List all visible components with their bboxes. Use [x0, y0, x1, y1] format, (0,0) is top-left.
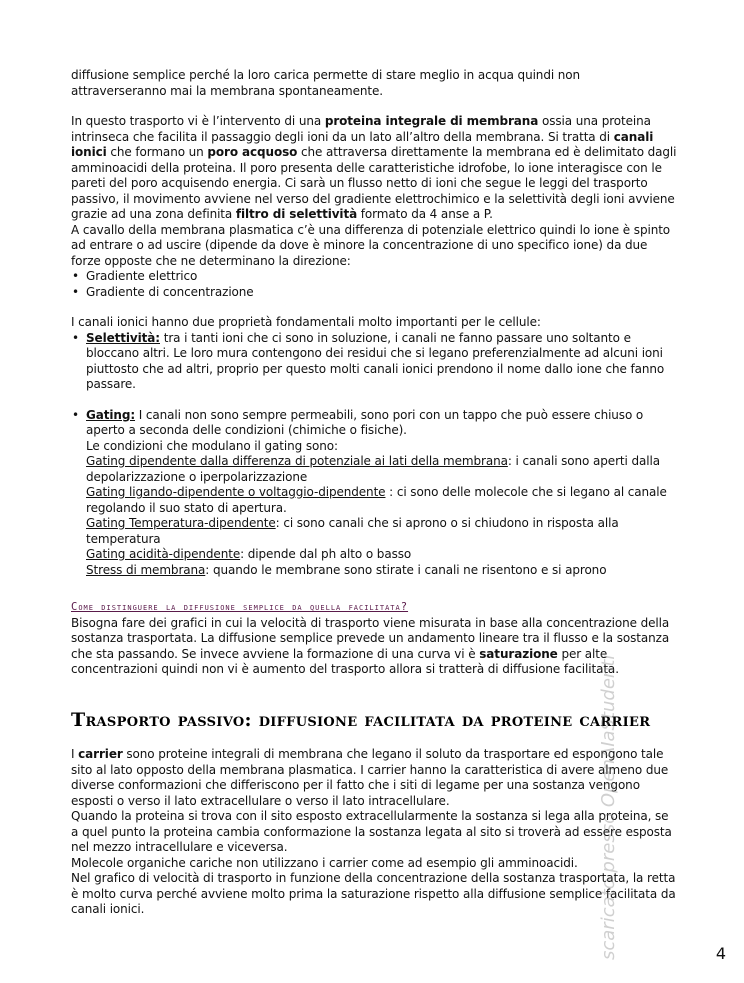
condition-text: : ci sono delle molecole che si legano al canale regolando il suo stato di apertura.	[86, 485, 667, 515]
amino-acids-paragraph: Molecole organiche cariche non utilizzano i carrier come ad esempio gli amminoacidi.	[71, 855, 578, 870]
bold-term: filtro di selettività	[235, 207, 358, 221]
text-run: che formano un	[106, 145, 208, 159]
bold-term: canali ionici	[71, 129, 654, 159]
bold-term: proteina integrale di membrana	[324, 114, 539, 128]
watermark	[594, 540, 618, 960]
condition-text: : quando le membrane sono stirate i canali ne risentono e si aprono	[205, 562, 607, 577]
page-number: 4	[715, 944, 726, 963]
text-run: per alte concentrazioni quindi non vi è aumento del trasporto allora si tratterà di diffusione facilitata.	[71, 646, 619, 676]
gating-text: I canali non sono sempre permeabili, sono pori con un tappo che può essere chiuso o aperto a seconda delle condizioni (chimiche o fisiche).	[86, 407, 644, 437]
document-body	[71, 68, 677, 918]
section-title: Trasporto passivo: diffusione facilitata da proteine carrier	[71, 708, 651, 731]
gating-condition	[86, 485, 677, 516]
gating-conditions-intro: Le condizioni che modulano il gating sono:	[86, 438, 338, 453]
bold-term: saturazione	[479, 646, 558, 661]
forces-list	[71, 269, 677, 300]
carrier-paragraph	[71, 747, 677, 809]
text-run: che attraversa direttamente la membrana ed è delimitato dagli amminoacidi della proteina. Il poro presenta delle caratteristiche idrofobe, lo ione interagisce con le pareti del poro acquisendo energia. Ci sarà un flusso netto di ioni che segue le leggi del trasporto passivo, il movimento avviene nel verso del gradiente elettrochimico e la selettività degli ioni avviene grazie ad una zona definita	[71, 145, 677, 221]
saturation-paragraph: Nel grafico di velocità di trasporto in funzione della concentrazione della sostanza trasportata, la retta è molto curva perché avviene molto prima la saturazione rispetto alla diffusione semplice facilitata da canali ionici.	[71, 871, 676, 917]
subheading-question: Come distinguere la diffusione semplice da quella facilitata?	[71, 601, 409, 613]
potential-paragraph: A cavallo della membrana plasmatica c’è una differenza di potenziale elettrico quindi lo ione è spinto ad entrare o ad uscire (dipende da dove è minore la concentrazione di uno specifico ione) da due forze opposte che ne determinano la direzione:	[71, 222, 671, 268]
watermark-text: scaricato presso OpenAIaStudenti	[598, 654, 619, 960]
bold-term: carrier	[78, 747, 123, 762]
text-run: Bisogna fare dei grafici in cui la velocità di trasporto viene misurata in base alla concentrazione della sostanza trasportata. La diffusione semplice prevede un andamento lineare tra il flusso e la sostanza che sta passando. Se invece avviene la formazione di una curva vi è	[71, 615, 670, 661]
condition-term: Gating ligando-dipendente o voltaggio-dipendente	[86, 485, 386, 499]
selectivity-item	[71, 331, 677, 393]
properties-list	[71, 331, 677, 393]
diffusion-comparison-paragraph	[71, 616, 677, 678]
gating-condition	[86, 547, 677, 563]
text-run: formato da 4 anse a P.	[357, 207, 493, 221]
selectivity-term: Selettività:	[86, 330, 160, 345]
gating-condition	[86, 563, 677, 579]
gating-item	[71, 408, 677, 579]
text-run: sono proteine integrali di membrana che legano il soluto da trasportare ed espongono tale sito al lato opposto della membrana plasmatica. I carrier hanno la caratteristica di avere almeno due diverse conformazioni che differiscono per il fatto che i siti di legame per una sostanza vengono esposti o verso il lato extracellulare o verso il lato intracellulare.	[71, 747, 669, 808]
properties-intro: I canali ionici hanno due proprietà fondamentali molto importanti per le cellule:	[71, 315, 541, 329]
text-run: In questo trasporto vi è l’intervento di una	[71, 114, 325, 128]
selectivity-text: tra i tanti ioni che ci sono in soluzione, i canali ne fanno passare uno soltanto e bloccano altri. Le loro mura contengono dei residui che si legano preferenzialmente ad alcuni ioni piuttosto che ad altri, proprio per questo molti canali ionici prendono il nome dallo ione che fanno passare.	[86, 330, 665, 391]
bold-term: poro acquoso	[207, 145, 298, 159]
text-run: ossia una proteina intrinseca che facilita il passaggio degli ioni da un lato all’altro della membrana. Si tratta di	[71, 114, 651, 144]
list-item: • Gradiente elettrico	[71, 269, 677, 285]
condition-term: Gating Temperatura-dipendente	[86, 516, 276, 530]
condition-text: : i canali sono aperti dalla depolarizzazione o iperpolarizzazione	[86, 454, 660, 484]
conformation-paragraph: Quando la proteina si trova con il sito esposto extracellularmente la sostanza si lega alla proteina, se a quel punto la proteina cambia conformazione la sostanza legata al sito si troverà ad essere esposta nel mezzo intracellulare e viceversa.	[71, 809, 672, 855]
gating-condition	[86, 516, 677, 547]
gating-list	[71, 408, 677, 579]
condition-text: : dipende dal ph alto o basso	[240, 547, 412, 561]
text-run: I	[71, 747, 79, 762]
intro-paragraph: diffusione semplice perché la loro carica permette di stare meglio in acqua quindi non attraverseranno mai la membrana spontaneamente.	[71, 68, 581, 98]
condition-text: : ci sono canali che si aprono o si chiudono in risposta alla temperatura	[86, 516, 619, 546]
gating-condition	[86, 454, 677, 485]
condition-term: Stress di membrana	[86, 562, 206, 577]
ion-channels-paragraph	[71, 114, 677, 223]
condition-term: Gating dipendente dalla differenza di potenziale ai lati della membrana	[86, 454, 508, 468]
gating-term: Gating:	[86, 407, 136, 422]
condition-term: Gating acidità-dipendente	[86, 547, 241, 561]
list-item: • Gradiente di concentrazione	[71, 285, 677, 301]
